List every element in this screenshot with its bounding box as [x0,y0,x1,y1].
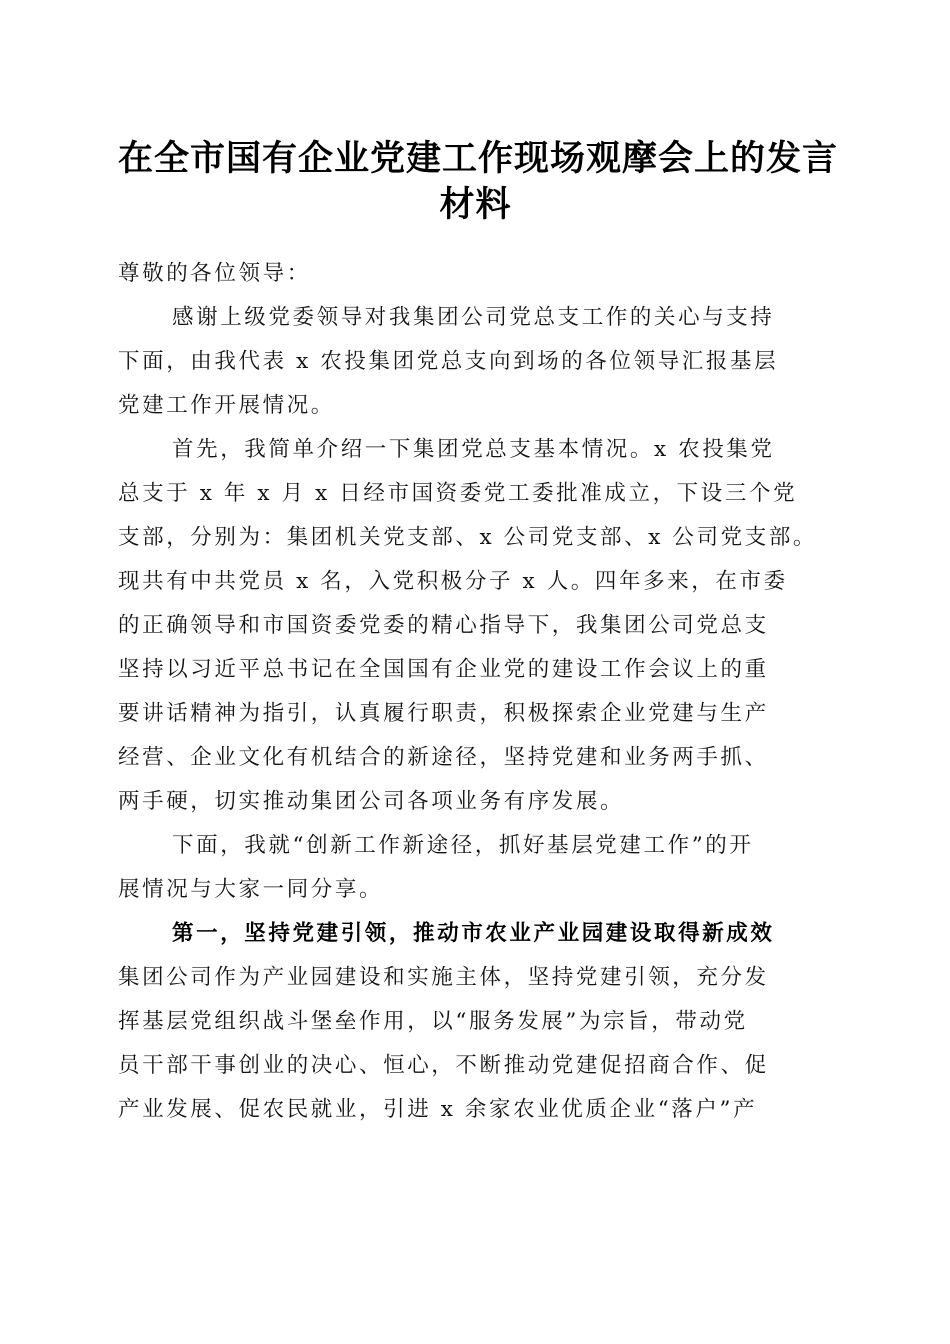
paragraph-intro-line-5: 的正确领导和市国资委党委的精心指导下，我集团公司党总支 [118,613,769,638]
paragraph-thanks-line-1: 感谢上级党委领导对我集团公司党总支工作的关心与支持 [172,305,775,330]
paragraph-share-line-2: 展情况与大家一同分享。 [118,877,384,902]
paragraph-intro-line-8: 经营、企业文化有机结合的新途径，坚持党建和业务两手抓、 [118,745,769,770]
paragraph-first-line-2: 挥基层党组织战斗堡垒作用，以“服务发展”为宗旨，带动党 [118,1009,748,1034]
paragraph-first-line-3: 员干部干事创业的决心、恒心，不断推动党建促招商合作、促 [118,1053,769,1078]
title-line-2: 材料 [439,184,512,225]
document-body [118,252,838,1132]
paragraph-share-line-1: 下面，我就“创新工作新途径，抓好基层党建工作”的开 [172,833,754,858]
section-heading-first: 第一，坚持党建引领，推动市农业产业园建设取得新成效 [172,921,775,946]
paragraph-thanks-line-2: 下面，由我代表 x 农投集团党总支向到场的各位领导汇报基层 [118,349,779,374]
paragraph-intro-line-4: 现共有中共党员 x 名，入党积极分子 x 人。四年多来，在市委 [118,569,788,594]
paragraph-first-line-4: 产业发展、促农民就业，引进 x 余家农业优质企业“落户”产 [118,1097,758,1122]
paragraph-first-line-1: 集团公司作为产业园建设和实施主体，坚持党建引领，充分发 [118,965,769,990]
document-title [118,136,839,228]
paragraph-intro-line-3: 支部，分别为：集团机关党支部、x 公司党支部、x 公司党支部。 [118,525,818,550]
paragraph-intro-line-1: 首先，我简单介绍一下集团党总支基本情况。x 农投集党 [172,437,775,462]
paragraph-intro-line-7: 要讲话精神为指引，认真履行职责，积极探索企业党建与生产 [118,701,769,726]
salutation: 尊敬的各位领导： [118,261,311,286]
paragraph-intro-line-6: 坚持以习近平总书记在全国国有企业党的建设工作会议上的重 [118,657,769,682]
paragraph-thanks-line-3: 党建工作开展情况。 [118,393,335,418]
paragraph-intro-line-2: 总支于 x 年 x 月 x 日经市国资委党工委批准成立，下设三个党 [118,481,798,506]
paragraph-intro-line-9: 两手硬，切实推动集团公司各项业务有序发展。 [118,789,625,814]
title-line-1: 在全市国有企业党建工作现场观摩会上的发言 [118,138,839,179]
